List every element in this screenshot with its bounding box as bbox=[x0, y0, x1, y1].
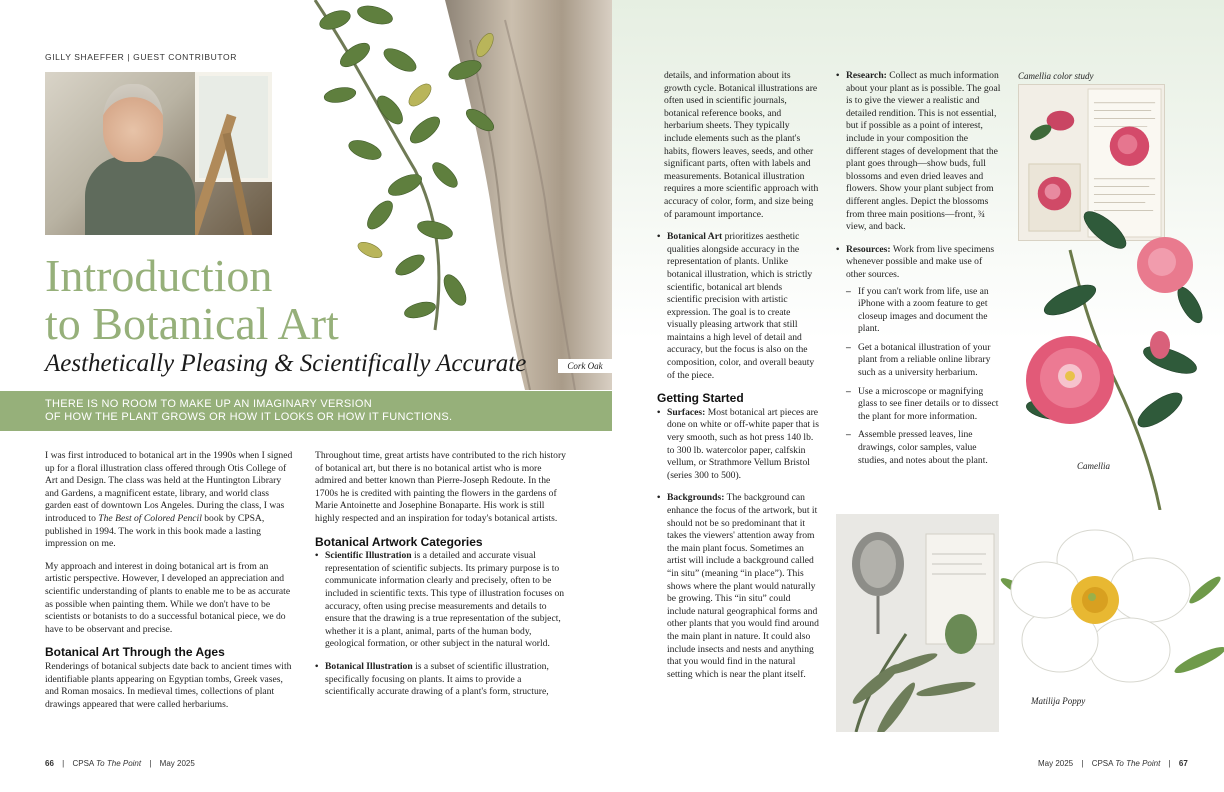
page-number-right: 67 bbox=[1178, 759, 1188, 768]
list-item: • Scientific Illustration is a detailed and accurate visual representation of scientific subjects. Its primary purpose is to communicate information clearly and precisely, often to be included in scientific texts. This type of illustration focuses on accuracy, often using precise measurements and details to ensure that the drawing is a true representation of the subject, whether it is a plant, animal, parts of the human body, geological formation, or other subject in the natural world. bbox=[315, 550, 567, 651]
matilija-poppy-illustration bbox=[1000, 520, 1224, 700]
artichoke-sketch-image bbox=[836, 514, 999, 732]
ages-paragraph: Renderings of botanical subjects date back to ancient times with identifiable plants appearing on Egyptian tombs, Greek vases, and Roman mosaics. In medieval times, collections of plant drawings appeared that were called herbariums. bbox=[45, 660, 292, 710]
sub-list-item: – Use a microscope or magnifying glass to see finer details or to dissect the plant for more information. bbox=[846, 386, 1002, 424]
byline: GILLY SHAEFFER | GUEST CONTRIBUTOR bbox=[45, 52, 238, 62]
title-line-1: Introduction bbox=[45, 250, 273, 301]
poppy-caption: Matilija Poppy bbox=[1031, 696, 1086, 706]
list-item: • Surfaces: Most botanical art pieces are done on white or off-white paper that is very smooth, such as hot press 140 lb. to 300 lb. watercolor paper, calfskin vellum, or Strathmore Vellum Bristol (series 300 to 500). bbox=[657, 407, 819, 483]
camellia-illustration bbox=[1010, 210, 1210, 510]
column-4 bbox=[836, 70, 1002, 477]
intro-paragraph: I was first introduced to botanical art in the 1990s when I signed up for a floral illustration class offered through Otis College of Art and Design. The class was held at the Huntington Library and Gardens, a magnificent estate, library, and world class garden east of downtown Los Angeles. During the class, I was introduced to The Best of Colored Pencil book by CPSA, published in 1994. The work in this book made a lasting impression on me. bbox=[45, 450, 293, 550]
illustration-continued: details, and information about its growth cycle. Botanical illustrations are often used in scientific journals, botanical reference books, and herbarium sheets. They typically include elements such as the plant's habits, flowers leaves, seeds, and other significant parts, often with labels and measurements. Botanical illustration requires a more scientific approach with accuracy of color, form, and size being of paramount importance. bbox=[664, 70, 819, 220]
heading-artwork-categories: Botanical Artwork Categories bbox=[315, 534, 483, 549]
author-photo bbox=[45, 72, 272, 235]
pull-quote-banner bbox=[0, 391, 612, 431]
banner-line-1: THERE IS NO ROOM TO MAKE UP AN IMAGINARY VERSION bbox=[45, 398, 372, 410]
cork-oak-caption: Cork Oak bbox=[558, 359, 612, 373]
page-title bbox=[45, 252, 485, 348]
column-1 bbox=[45, 450, 293, 721]
camellia-caption: Camellia bbox=[1077, 461, 1110, 471]
page-number-left: 66 bbox=[45, 759, 54, 768]
resources-sublist bbox=[846, 286, 1002, 468]
list-item: • Botanical Art prioritizes aesthetic qualities alongside accuracy in the representation of plants. Unlike botanical illustration, which is strictly scientific, botanical art blends scientific precision with artistic expression. The goal is to create visually pleasing artwork that still maintains a high level of detail and accuracy, but the focus is also on the composition, color, and overall beauty of the piece. bbox=[657, 231, 819, 382]
approach-paragraph: My approach and interest in doing botanical art is from an artistic perspective. However, I developed an appreciation and scientific understanding of plants to enable me to be as accurate as possible when painting them. While we don't have to be scientists or botanists to do a successful botanical piece, we do have to be observant and precise. bbox=[45, 560, 291, 635]
getting-started-list bbox=[657, 407, 819, 681]
footer-left: 66 | CPSA To The Point | May 2025 bbox=[45, 759, 195, 768]
footer-right: May 2025 | CPSA To The Point | 67 bbox=[1038, 759, 1188, 768]
list-item: • Backgrounds: The background can enhance the focus of the artwork, but it should not be so predominant that it takes the viewers' attention away from the main plant focus. Sometimes an artist will include a background called “in situ” (meaning “in place”). This shows where the plant would naturally be growing. This “in situ” could include natural geographical forms and other plants that you would find around the main plant in nature. It could also include insects and nests and anything that you would find in the natural setting which is near the plant itself. bbox=[657, 492, 819, 681]
research-list bbox=[836, 70, 1002, 467]
list-item: • Research: Collect as much information about your plant as is possible. The goal is to give the viewer a realistic and detailed rendition. This is not essential, but if possible as a point of interest, include in your composition the different stages of development that the plant goes through—show buds, full blossoms and even dried leaves and flowers. Show your plant subject from different angles. Depict the blossoms from three main positions—front, ¾ view, and back. bbox=[836, 70, 1002, 234]
sub-list-item: – Assemble pressed leaves, line drawings, color samples, value studies, and notes about the plant. bbox=[846, 429, 1002, 467]
sub-list-item: – Get a botanical illustration of your plant from a reliable online library such as a university herbarium. bbox=[846, 342, 1002, 380]
list-item: • Botanical Illustration is a subset of scientific illustration, specifically focusing on plants. It aims to provide a scientifically accurate drawing of a plant's form, structure, bbox=[315, 661, 567, 699]
botanical-art-list bbox=[657, 231, 819, 382]
categories-list bbox=[315, 550, 567, 699]
redoute-paragraph: Throughout time, great artists have contributed to the rich history of botanical art, but there is no botanical artist who is more admired and better known than Pierre-Joseph Redoute. In the 1700s he is credited with painting the flowers in the gardens of Marie Antoinette and Josephine Bonaparte. His work is still highly respected and an inspiration for today's botanical artists. bbox=[315, 450, 566, 524]
column-3 bbox=[657, 70, 819, 691]
banner-line-2: OF HOW THE PLANT GROWS OR HOW IT LOOKS OR HOW IT FUNCTIONS. bbox=[45, 411, 453, 423]
heading-getting-started: Getting Started bbox=[657, 391, 744, 406]
sub-list-item: – If you can't work from life, use an iPhone with a zoom feature to get closeup images and document the plant. bbox=[846, 286, 1002, 336]
title-line-2: to Botanical Art bbox=[45, 298, 339, 349]
column-2 bbox=[315, 450, 567, 709]
heading-through-the-ages: Botanical Art Through the Ages bbox=[45, 645, 225, 660]
list-item: • Resources: Work from live specimens whenever possible and make use of other sources. – If you can't work from life, use an iPhone with a zoom feature to get closeup images and document the plant. – Get a botanical illustration of your plant from a reliable online library such as a university herbarium. – Use a microscope or magnifying glass to see finer details or to dissect the plant for more information. – Assemble pressed leaves, line drawings, color samples, value studies, and notes about the plant. bbox=[836, 244, 1002, 468]
color-study-caption: Camellia color study bbox=[1018, 71, 1094, 81]
subtitle: Aesthetically Pleasing & Scientifically Accurate bbox=[45, 350, 527, 377]
